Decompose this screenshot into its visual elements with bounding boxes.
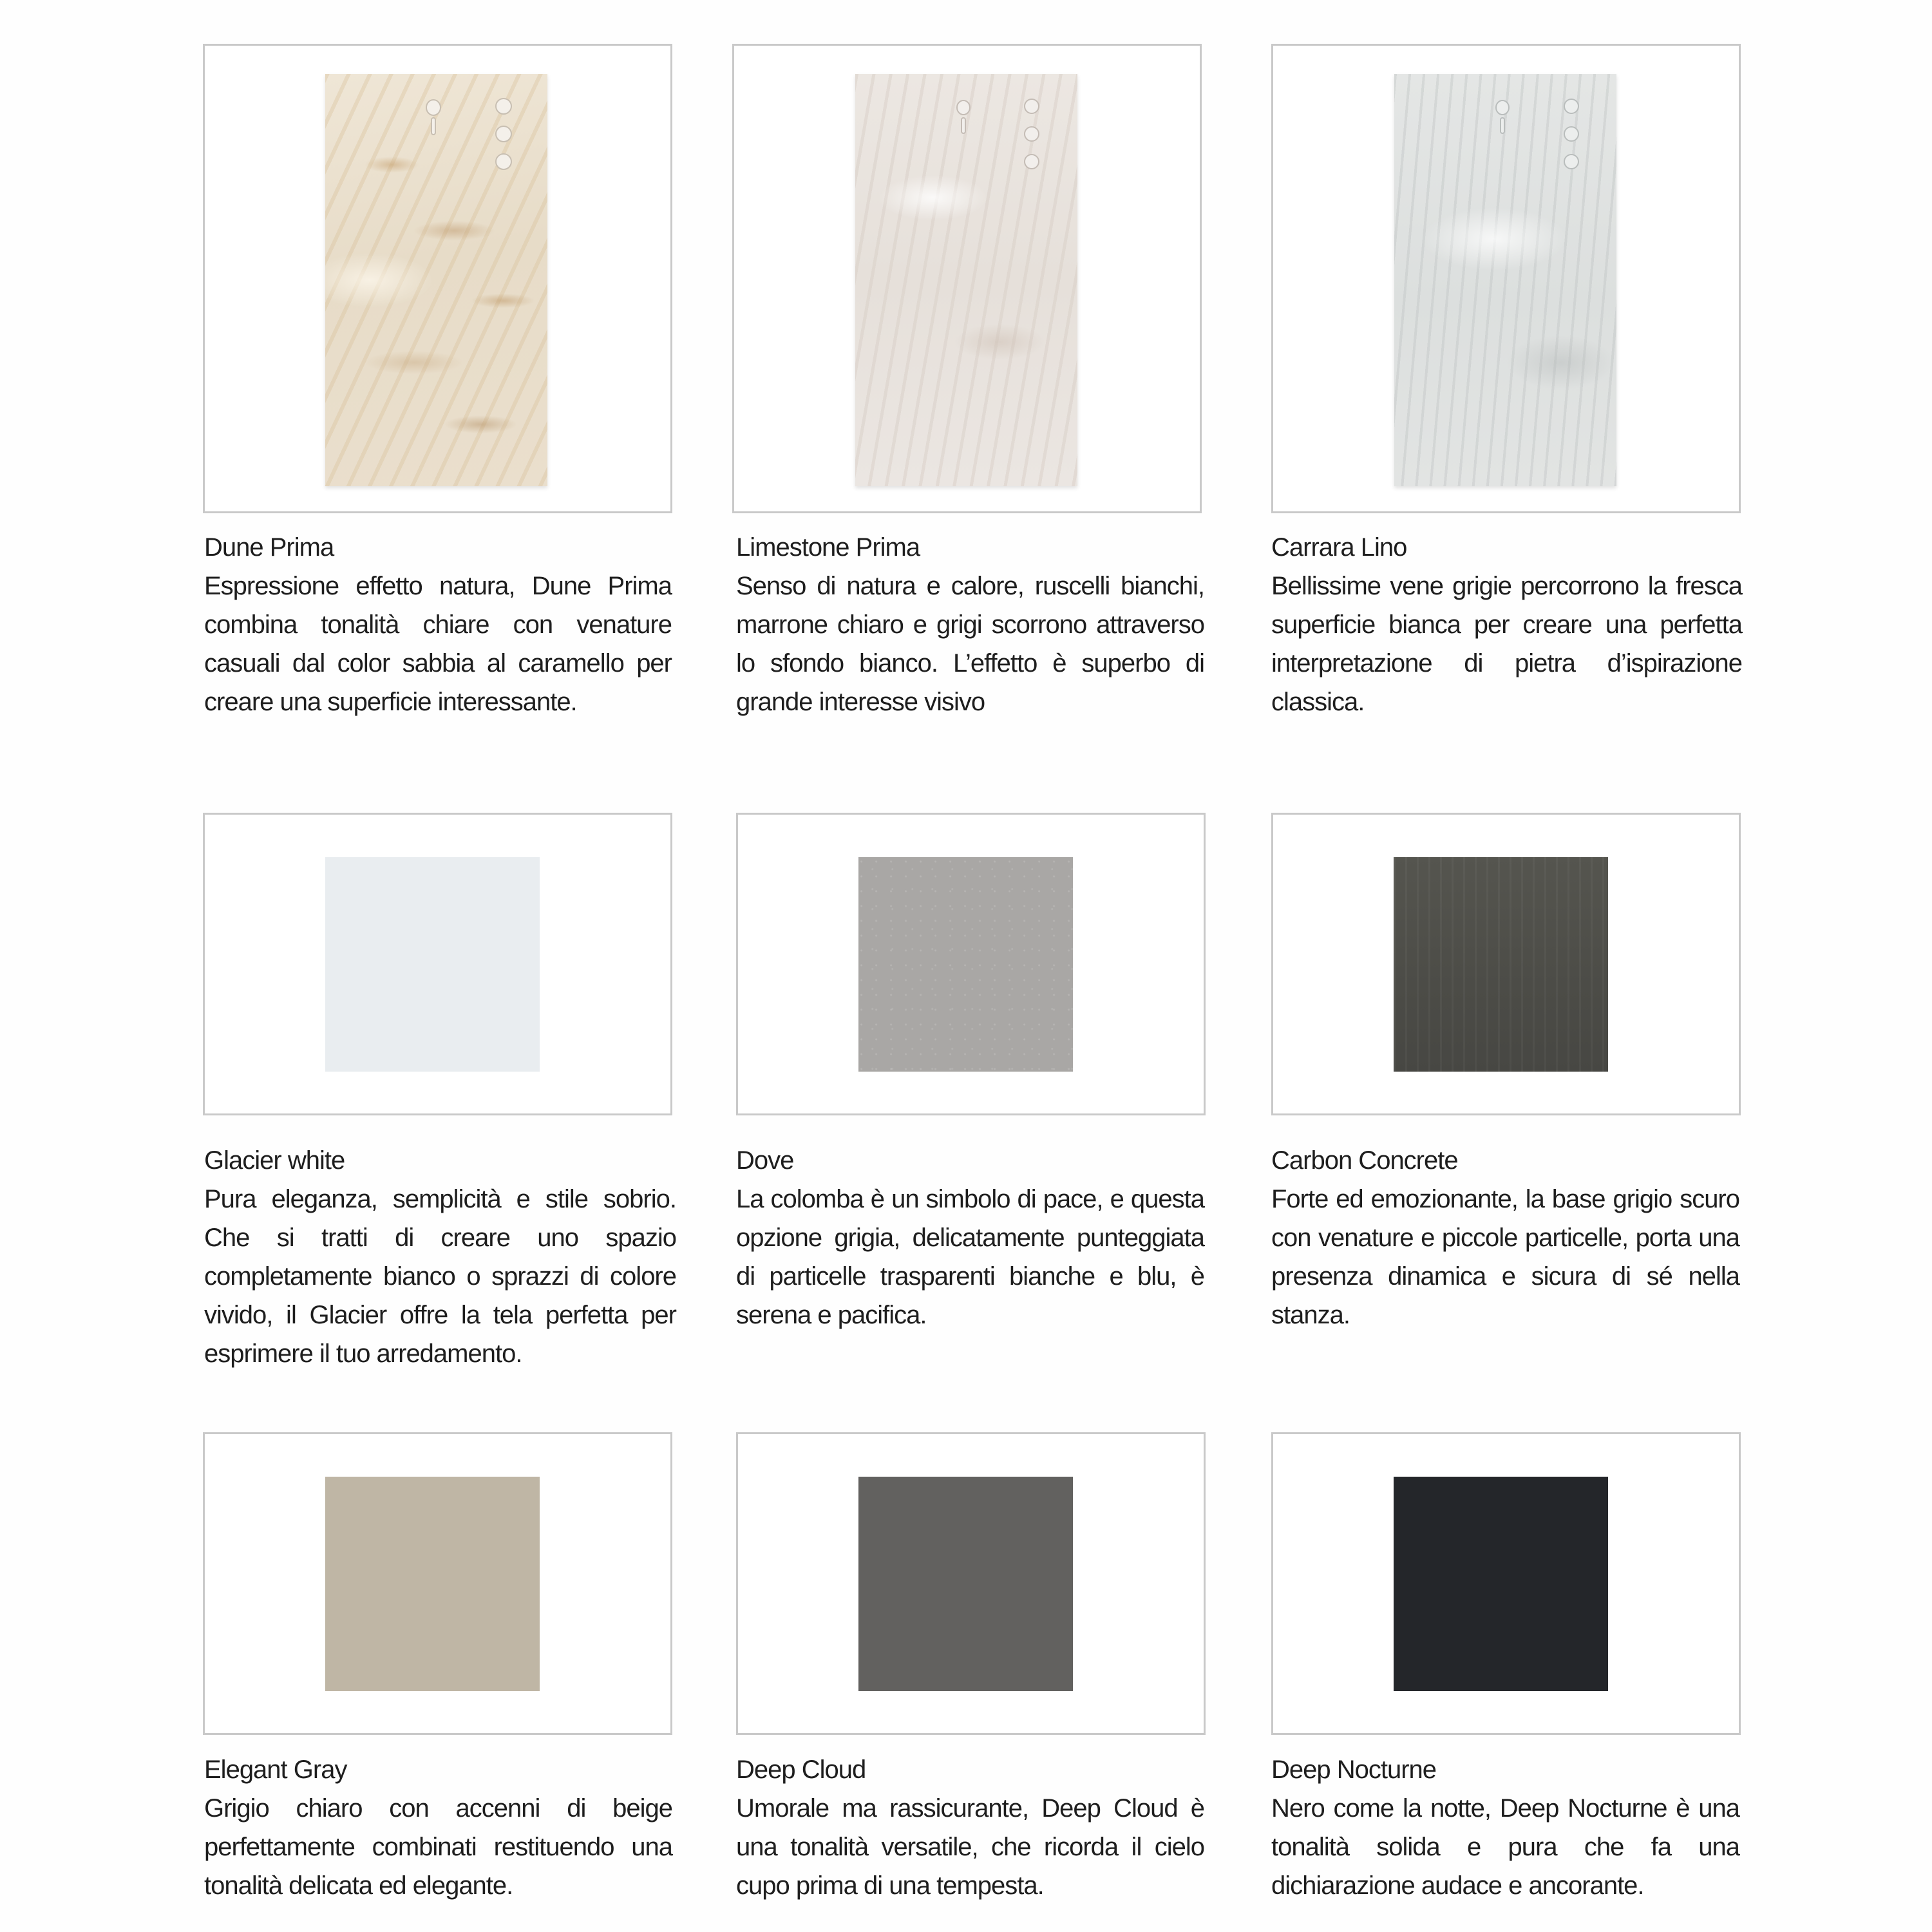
product-description: Bellissime vene grigie percorrono la fresca superficie bianca per creare una perfetta interpretazione di pietra d’ispirazione classica. (1271, 572, 1742, 716)
cutout-holes-icon (855, 74, 1077, 486)
sample-slab-carrara-lino (1394, 74, 1616, 486)
product-description: Grigio chiaro con accenni di beige perfettamente combinati restituendo una tonalità delicata ed elegante. (204, 1794, 672, 1900)
product-name: Elegant Gray (204, 1756, 347, 1784)
color-swatch-carbon-concrete (1394, 857, 1608, 1072)
color-swatch-elegant-gray (325, 1477, 540, 1691)
product-name: Limestone Prima (736, 533, 920, 562)
product-description: Espressione effetto natura, Dune Prima combina tonalità chiare con venature casuali dal color sabbia al caramello per creare una superficie interessante. (204, 572, 672, 716)
product-description: Pura eleganza, semplicità e stile sobrio. Che si tratti di creare uno spazio completamente bianco o sprazzi di colore vivido, il Glacier offre la tela perfetta per esprimere il tuo arredamento. (204, 1185, 676, 1368)
product-caption (204, 1141, 676, 1373)
product-name: Deep Cloud (736, 1756, 866, 1784)
product-caption (204, 528, 672, 721)
color-swatch-deep-cloud (858, 1477, 1073, 1691)
product-caption (1271, 528, 1742, 721)
cutout-holes-icon (325, 74, 547, 486)
sample-slab-dune-prima (325, 74, 547, 486)
color-swatch-glacier-white (325, 857, 540, 1072)
product-description: La colomba è un simbolo di pace, e questa opzione grigia, delicatamente punteggiata di particelle trasparenti bianche e blu, è serena e pacifica. (736, 1185, 1204, 1329)
product-name: Dove (736, 1146, 794, 1175)
product-caption (736, 1750, 1204, 1905)
sample-slab-limestone-prima (855, 74, 1077, 486)
product-caption (204, 1750, 672, 1905)
color-swatch-dove (858, 857, 1073, 1072)
product-caption (736, 528, 1204, 721)
product-description: Nero come la notte, Deep Nocturne è una tonalità solida e pura che fa una dichiarazione audace e ancorante. (1271, 1794, 1739, 1900)
product-name: Carbon Concrete (1271, 1146, 1458, 1175)
cutout-holes-icon (1394, 74, 1616, 486)
product-description: Forte ed emozionante, la base grigio scuro con venature e piccole particelle, porta una presenza dinamica e sicura di sé nella stanza. (1271, 1185, 1739, 1329)
product-name: Deep Nocturne (1271, 1756, 1437, 1784)
product-name: Dune Prima (204, 533, 334, 562)
product-name: Glacier white (204, 1146, 345, 1175)
product-name: Carrara Lino (1271, 533, 1407, 562)
product-caption (1271, 1141, 1739, 1334)
product-caption (736, 1141, 1204, 1334)
color-swatch-deep-nocturne (1394, 1477, 1608, 1691)
product-description: Senso di natura e calore, ruscelli bianchi, marrone chiaro e grigi scorrono attraverso lo sfondo bianco. L’effetto è superbo di grande interesse visivo (736, 572, 1204, 716)
product-caption (1271, 1750, 1739, 1905)
product-description: Umorale ma rassicurante, Deep Cloud è una tonalità versatile, che ricorda il cielo cupo prima di una tempesta. (736, 1794, 1204, 1900)
